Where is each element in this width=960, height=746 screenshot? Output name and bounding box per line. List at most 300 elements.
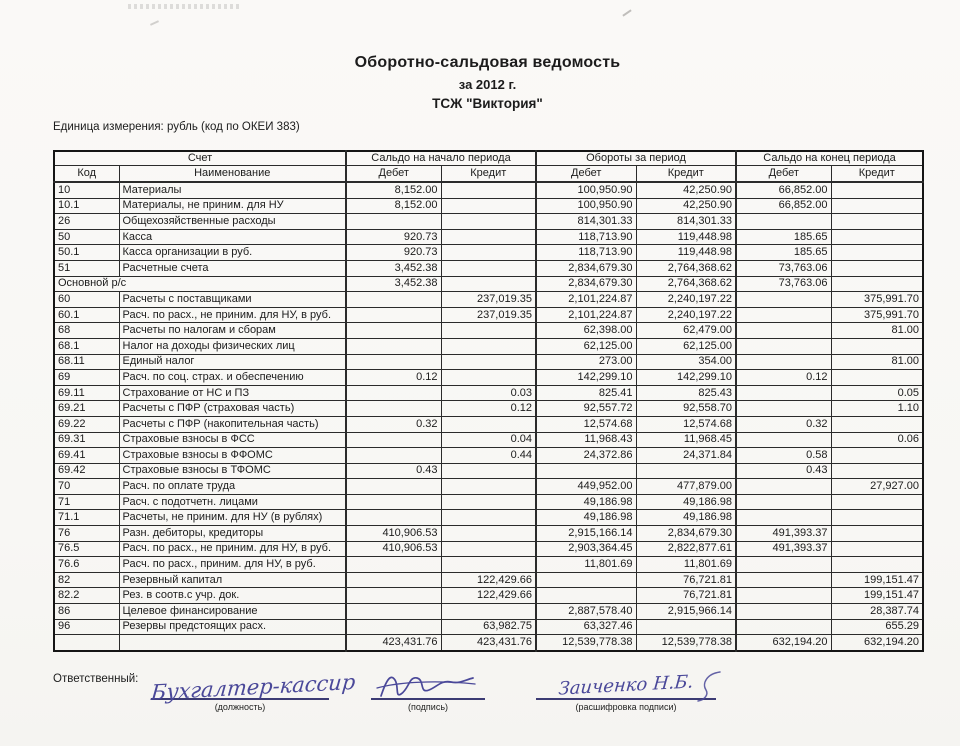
cell-opening-credit bbox=[441, 198, 536, 214]
cell-turnover-debit: 814,301.33 bbox=[536, 214, 636, 230]
cell-account-code: 10.1 bbox=[54, 198, 119, 214]
header-name: Наименование bbox=[119, 166, 346, 183]
cell-opening-credit bbox=[441, 276, 536, 292]
cell-turnover-credit: 2,764,368.62 bbox=[636, 260, 736, 276]
cell-turnover-credit: 49,186.98 bbox=[636, 510, 736, 526]
cell-account-name: Расч. по расх., не приним. для НУ, в руб. bbox=[119, 307, 346, 323]
signature-line bbox=[371, 662, 485, 700]
cell-closing-debit: 491,393.37 bbox=[736, 526, 831, 542]
table-row bbox=[54, 276, 923, 292]
cell-opening-debit: 0.32 bbox=[346, 416, 441, 432]
cell-account-name: Расчеты с ПФР (накопительная часть) bbox=[119, 416, 346, 432]
cell-closing-debit bbox=[736, 588, 831, 604]
handwritten-name: Заиченко Н.Б. bbox=[557, 671, 695, 700]
position-signature-block bbox=[150, 662, 357, 712]
cell-turnover-credit: 11,801.69 bbox=[636, 557, 736, 573]
cell-account-name: Расчетные счета bbox=[119, 260, 346, 276]
cell-account-code: 86 bbox=[54, 604, 119, 620]
cell-account-code: 76.6 bbox=[54, 557, 119, 573]
document-title: Оборотно-сальдовая ведомость bbox=[354, 54, 621, 71]
cell-opening-credit bbox=[441, 182, 536, 198]
cell-account-name: Резервы предстоящих расх. bbox=[119, 619, 346, 635]
table-row bbox=[54, 510, 923, 526]
cell-turnover-credit: 2,240,197.22 bbox=[636, 307, 736, 323]
header-opening-balance: Сальдо на начало периода bbox=[346, 151, 536, 166]
cell-turnover-debit: 2,834,679.30 bbox=[536, 260, 636, 276]
cell-turnover-credit: 2,240,197.22 bbox=[636, 292, 736, 308]
cell-turnover-credit: 76,721.81 bbox=[636, 588, 736, 604]
cell-account-code: 69 bbox=[54, 370, 119, 386]
cell-account-code: 69.42 bbox=[54, 463, 119, 479]
cell-closing-debit: 491,393.37 bbox=[736, 541, 831, 557]
cell-account-name: Страховые взносы в ФСС bbox=[119, 432, 346, 448]
cell-account-name: Расч. с подотчетн. лицами bbox=[119, 494, 346, 510]
name-signature-block bbox=[536, 662, 716, 712]
cell-opening-debit: 3,452.38 bbox=[346, 260, 441, 276]
cell-turnover-credit: 2,834,679.30 bbox=[636, 526, 736, 542]
cell-account-code: 69.11 bbox=[54, 385, 119, 401]
cell-turnover-credit: 825.43 bbox=[636, 385, 736, 401]
cell-closing-debit bbox=[736, 479, 831, 495]
cell-opening-debit bbox=[346, 385, 441, 401]
cell-closing-credit bbox=[831, 463, 923, 479]
table-row bbox=[54, 307, 923, 323]
cell-account-name: Расч. по расх., приним. для НУ, в руб. bbox=[119, 557, 346, 573]
table-row bbox=[54, 354, 923, 370]
table-row bbox=[54, 557, 923, 573]
cell-account-name: Материалы, не приним. для НУ bbox=[119, 198, 346, 214]
cell-closing-debit bbox=[736, 292, 831, 308]
cell-closing-credit bbox=[831, 510, 923, 526]
cell-turnover-debit: 11,968.43 bbox=[536, 432, 636, 448]
cell-closing-credit bbox=[831, 526, 923, 542]
header-turnover-debit: Дебет bbox=[536, 166, 636, 183]
cell-turnover-debit: 118,713.90 bbox=[536, 245, 636, 261]
cell-turnover-credit: 12,539,778.38 bbox=[636, 635, 736, 651]
cell-account-code: 68 bbox=[54, 323, 119, 339]
cell-opening-credit bbox=[441, 604, 536, 620]
cell-closing-debit: 0.32 bbox=[736, 416, 831, 432]
cell-opening-credit: 122,429.66 bbox=[441, 572, 536, 588]
cell-closing-credit bbox=[831, 557, 923, 573]
table-row bbox=[54, 619, 923, 635]
cell-closing-credit: 81.00 bbox=[831, 323, 923, 339]
cell-turnover-debit: 118,713.90 bbox=[536, 229, 636, 245]
cell-turnover-debit: 825.41 bbox=[536, 385, 636, 401]
cell-turnover-debit: 100,950.90 bbox=[536, 198, 636, 214]
scan-artifact bbox=[622, 9, 631, 16]
cell-closing-credit bbox=[831, 229, 923, 245]
position-caption: (должность) bbox=[214, 702, 266, 712]
cell-closing-credit bbox=[831, 198, 923, 214]
autograph-signature-block bbox=[371, 662, 485, 712]
cell-opening-credit bbox=[441, 323, 536, 339]
cell-account-name: Расч. по оплате труда bbox=[119, 479, 346, 495]
cell-turnover-debit: 2,915,166.14 bbox=[536, 526, 636, 542]
cell-account-name: Расчеты по налогам и сборам bbox=[119, 323, 346, 339]
cell-turnover-debit: 2,101,224.87 bbox=[536, 307, 636, 323]
table-row bbox=[54, 229, 923, 245]
cell-closing-debit bbox=[736, 494, 831, 510]
cell-opening-credit: 0.12 bbox=[441, 401, 536, 417]
cell-opening-debit: 8,152.00 bbox=[346, 182, 441, 198]
cell-turnover-credit: 354.00 bbox=[636, 354, 736, 370]
cell-account-code: 82.2 bbox=[54, 588, 119, 604]
cell-opening-debit: 410,906.53 bbox=[346, 526, 441, 542]
cell-opening-debit bbox=[346, 214, 441, 230]
header-closing-balance: Сальдо на конец периода bbox=[736, 151, 923, 166]
table-row bbox=[54, 338, 923, 354]
cell-closing-debit: 185.65 bbox=[736, 245, 831, 261]
cell-turnover-credit: 2,764,368.62 bbox=[636, 276, 736, 292]
cell-closing-credit: 655.29 bbox=[831, 619, 923, 635]
cell-turnover-credit: 24,371.84 bbox=[636, 448, 736, 464]
balance-sheet-table bbox=[53, 150, 924, 652]
cell-closing-credit bbox=[831, 260, 923, 276]
cell-opening-credit bbox=[441, 245, 536, 261]
cell-opening-debit bbox=[346, 323, 441, 339]
cell-closing-debit bbox=[736, 557, 831, 573]
cell-account-name: Налог на доходы физических лиц bbox=[119, 338, 346, 354]
cell-account-code: 10 bbox=[54, 182, 119, 198]
cell-account-name: Страхование от НС и ПЗ bbox=[119, 385, 346, 401]
cell-account-name: Материалы bbox=[119, 182, 346, 198]
cell-closing-credit: 199,151.47 bbox=[831, 572, 923, 588]
cell-closing-debit bbox=[736, 510, 831, 526]
table-row bbox=[54, 463, 923, 479]
cell-closing-debit: 185.65 bbox=[736, 229, 831, 245]
cell-account-name: Расчеты с ПФР (страховая часть) bbox=[119, 401, 346, 417]
cell-turnover-debit: 24,372.86 bbox=[536, 448, 636, 464]
cell-opening-debit bbox=[346, 479, 441, 495]
cell-turnover-debit: 62,398.00 bbox=[536, 323, 636, 339]
cell-closing-debit bbox=[736, 323, 831, 339]
cell-opening-credit: 237,019.35 bbox=[441, 292, 536, 308]
cell-account-code: 50.1 bbox=[54, 245, 119, 261]
cell-account-name: Целевое финансирование bbox=[119, 604, 346, 620]
name-caption: (расшифровка подписи) bbox=[575, 702, 677, 712]
table-row bbox=[54, 448, 923, 464]
table-row bbox=[54, 198, 923, 214]
cell-closing-debit bbox=[736, 214, 831, 230]
cell-turnover-debit: 49,186.98 bbox=[536, 510, 636, 526]
cell-account-name: Общехозяйственные расходы bbox=[119, 214, 346, 230]
cell-account-name: Расчеты с поставщиками bbox=[119, 292, 346, 308]
position-line bbox=[150, 662, 357, 705]
table-row bbox=[54, 370, 923, 386]
cell-closing-debit: 66,852.00 bbox=[736, 198, 831, 214]
cell-turnover-debit: 2,101,224.87 bbox=[536, 292, 636, 308]
cell-opening-credit: 63,982.75 bbox=[441, 619, 536, 635]
cell-account-code: 82 bbox=[54, 572, 119, 588]
cell-turnover-debit: 2,903,364.45 bbox=[536, 541, 636, 557]
cell-turnover-credit bbox=[636, 463, 736, 479]
cell-account-code: 69.41 bbox=[54, 448, 119, 464]
table-row bbox=[54, 572, 923, 588]
cell-account-code: 69.31 bbox=[54, 432, 119, 448]
cell-account-name: Касса организации в руб. bbox=[119, 245, 346, 261]
cell-opening-debit bbox=[346, 604, 441, 620]
cell-turnover-credit: 142,299.10 bbox=[636, 370, 736, 386]
cell-account-code: 71 bbox=[54, 494, 119, 510]
header-turnover: Обороты за период bbox=[536, 151, 736, 166]
cell-opening-credit: 237,019.35 bbox=[441, 307, 536, 323]
cell-closing-credit bbox=[831, 214, 923, 230]
header-account: Счет bbox=[54, 151, 346, 166]
cell-opening-credit: 0.03 bbox=[441, 385, 536, 401]
cell-turnover-credit: 2,915,966.14 bbox=[636, 604, 736, 620]
table-row bbox=[54, 541, 923, 557]
cell-turnover-credit: 42,250.90 bbox=[636, 182, 736, 198]
table-row bbox=[54, 416, 923, 432]
organization-name: ТСЖ "Виктория" bbox=[432, 96, 543, 111]
table-row bbox=[54, 588, 923, 604]
cell-turnover-credit: 11,968.45 bbox=[636, 432, 736, 448]
cell-closing-debit: 66,852.00 bbox=[736, 182, 831, 198]
cell-turnover-credit: 119,448.98 bbox=[636, 229, 736, 245]
cell-closing-credit: 28,387.74 bbox=[831, 604, 923, 620]
cell-closing-debit bbox=[736, 432, 831, 448]
cell-opening-credit bbox=[441, 370, 536, 386]
cell-turnover-credit: 119,448.98 bbox=[636, 245, 736, 261]
cell-opening-credit bbox=[441, 416, 536, 432]
cell-opening-credit: 0.44 bbox=[441, 448, 536, 464]
cell-account-code: 60 bbox=[54, 292, 119, 308]
cell-closing-credit: 0.05 bbox=[831, 385, 923, 401]
cell-account-name: Рез. в соотв.с учр. док. bbox=[119, 588, 346, 604]
cell-account-name: Резервный капитал bbox=[119, 572, 346, 588]
cell-opening-credit: 0.04 bbox=[441, 432, 536, 448]
cell-closing-credit: 632,194.20 bbox=[831, 635, 923, 651]
cell-turnover-credit: 49,186.98 bbox=[636, 494, 736, 510]
document-period: за 2012 г. bbox=[458, 77, 517, 92]
cell-turnover-debit: 2,887,578.40 bbox=[536, 604, 636, 620]
table-row bbox=[54, 604, 923, 620]
cell-closing-debit: 73,763.06 bbox=[736, 260, 831, 276]
cell-account-code: 69.22 bbox=[54, 416, 119, 432]
table-row bbox=[54, 323, 923, 339]
cell-opening-debit: 8,152.00 bbox=[346, 198, 441, 214]
table-row bbox=[54, 260, 923, 276]
cell-account-code bbox=[54, 635, 119, 651]
cell-turnover-credit: 62,479.00 bbox=[636, 323, 736, 339]
cell-opening-debit bbox=[346, 588, 441, 604]
cell-opening-debit bbox=[346, 292, 441, 308]
table-total-row bbox=[54, 635, 923, 651]
cell-closing-credit: 27,927.00 bbox=[831, 479, 923, 495]
cell-closing-credit: 375,991.70 bbox=[831, 307, 923, 323]
cell-opening-debit bbox=[346, 572, 441, 588]
cell-opening-debit: 3,452.38 bbox=[346, 276, 441, 292]
cell-turnover-credit bbox=[636, 619, 736, 635]
pen-stroke-artifact bbox=[696, 670, 724, 704]
cell-opening-debit bbox=[346, 510, 441, 526]
cell-closing-debit bbox=[736, 385, 831, 401]
cell-turnover-debit: 12,574.68 bbox=[536, 416, 636, 432]
cell-turnover-debit: 100,950.90 bbox=[536, 182, 636, 198]
cell-account-name: Расчеты, не приним. для НУ (в рублях) bbox=[119, 510, 346, 526]
cell-account-code: 70 bbox=[54, 479, 119, 495]
cell-account-name: Расч. по соц. страх. и обеспечению bbox=[119, 370, 346, 386]
table-row bbox=[54, 245, 923, 261]
name-line bbox=[536, 662, 716, 700]
cell-opening-debit bbox=[346, 354, 441, 370]
cell-account-code: 76.5 bbox=[54, 541, 119, 557]
responsible-label: Ответственный: bbox=[53, 673, 139, 685]
cell-opening-debit: 920.73 bbox=[346, 245, 441, 261]
cell-closing-credit bbox=[831, 370, 923, 386]
cell-opening-credit bbox=[441, 479, 536, 495]
cell-opening-debit: 410,906.53 bbox=[346, 541, 441, 557]
cell-turnover-debit: 49,186.98 bbox=[536, 494, 636, 510]
cell-turnover-credit: 12,574.68 bbox=[636, 416, 736, 432]
cell-opening-credit bbox=[441, 510, 536, 526]
table-row bbox=[54, 479, 923, 495]
cell-account-name: Основной р/с bbox=[54, 276, 346, 292]
cell-account-code: 76 bbox=[54, 526, 119, 542]
header-code: Код bbox=[54, 166, 119, 183]
document-header bbox=[53, 54, 922, 111]
cell-turnover-debit bbox=[536, 463, 636, 479]
cell-turnover-debit bbox=[536, 572, 636, 588]
table-row bbox=[54, 526, 923, 542]
cell-opening-credit: 122,429.66 bbox=[441, 588, 536, 604]
cell-account-code: 50 bbox=[54, 229, 119, 245]
cell-turnover-debit: 273.00 bbox=[536, 354, 636, 370]
header-turnover-credit: Кредит bbox=[636, 166, 736, 183]
cell-opening-debit bbox=[346, 401, 441, 417]
header-closing-credit: Кредит bbox=[831, 166, 923, 183]
cell-closing-debit: 0.58 bbox=[736, 448, 831, 464]
cell-closing-debit bbox=[736, 604, 831, 620]
cell-turnover-credit: 42,250.90 bbox=[636, 198, 736, 214]
cell-closing-debit bbox=[736, 572, 831, 588]
cell-opening-debit bbox=[346, 432, 441, 448]
cell-opening-credit bbox=[441, 338, 536, 354]
header-opening-credit: Кредит bbox=[441, 166, 536, 183]
table-row bbox=[54, 214, 923, 230]
cell-account-name bbox=[119, 635, 346, 651]
cell-closing-debit bbox=[736, 401, 831, 417]
cell-closing-credit bbox=[831, 182, 923, 198]
cell-opening-credit bbox=[441, 557, 536, 573]
cell-opening-credit bbox=[441, 214, 536, 230]
cell-opening-debit: 920.73 bbox=[346, 229, 441, 245]
cell-account-code: 51 bbox=[54, 260, 119, 276]
cell-turnover-debit bbox=[536, 588, 636, 604]
cell-account-name: Страховые взносы в ФФОМС bbox=[119, 448, 346, 464]
cell-opening-debit bbox=[346, 494, 441, 510]
cell-turnover-credit: 2,822,877.61 bbox=[636, 541, 736, 557]
cell-closing-credit: 375,991.70 bbox=[831, 292, 923, 308]
table-row bbox=[54, 182, 923, 198]
cell-opening-credit: 423,431.76 bbox=[441, 635, 536, 651]
cell-account-code: 68.1 bbox=[54, 338, 119, 354]
cell-opening-debit bbox=[346, 307, 441, 323]
scan-artifact bbox=[150, 20, 159, 26]
cell-turnover-credit: 814,301.33 bbox=[636, 214, 736, 230]
table-row bbox=[54, 432, 923, 448]
cell-opening-debit bbox=[346, 448, 441, 464]
cell-opening-debit: 0.12 bbox=[346, 370, 441, 386]
cell-closing-credit bbox=[831, 541, 923, 557]
cell-account-code: 68.11 bbox=[54, 354, 119, 370]
cell-turnover-debit: 142,299.10 bbox=[536, 370, 636, 386]
cell-closing-credit bbox=[831, 338, 923, 354]
cell-opening-credit bbox=[441, 260, 536, 276]
cell-closing-credit: 0.06 bbox=[831, 432, 923, 448]
cell-closing-credit: 1.10 bbox=[831, 401, 923, 417]
cell-opening-debit bbox=[346, 338, 441, 354]
cell-turnover-debit: 62,125.00 bbox=[536, 338, 636, 354]
cell-account-name: Страховые взносы в ТФОМС bbox=[119, 463, 346, 479]
cell-turnover-debit: 63,327.46 bbox=[536, 619, 636, 635]
cell-opening-credit bbox=[441, 541, 536, 557]
cell-account-name: Расч. по расх., не приним. для НУ, в руб. bbox=[119, 541, 346, 557]
table-header-groups bbox=[54, 151, 923, 166]
handwritten-position: Бухгалтер-кассир bbox=[150, 669, 357, 705]
table-row bbox=[54, 385, 923, 401]
cell-opening-debit: 423,431.76 bbox=[346, 635, 441, 651]
cell-account-code: 96 bbox=[54, 619, 119, 635]
cell-closing-credit bbox=[831, 494, 923, 510]
cell-opening-debit: 0.43 bbox=[346, 463, 441, 479]
cell-opening-credit bbox=[441, 354, 536, 370]
cell-turnover-debit: 12,539,778.38 bbox=[536, 635, 636, 651]
cell-turnover-debit: 92,557.72 bbox=[536, 401, 636, 417]
header-opening-debit: Дебет bbox=[346, 166, 441, 183]
cell-closing-debit: 0.12 bbox=[736, 370, 831, 386]
scan-artifact bbox=[128, 4, 240, 9]
cell-turnover-debit: 11,801.69 bbox=[536, 557, 636, 573]
table-body bbox=[54, 182, 923, 651]
signature-area bbox=[53, 662, 922, 732]
table-row bbox=[54, 401, 923, 417]
cell-closing-credit: 81.00 bbox=[831, 354, 923, 370]
cell-opening-credit bbox=[441, 463, 536, 479]
cell-closing-credit: 199,151.47 bbox=[831, 588, 923, 604]
cell-closing-debit bbox=[736, 338, 831, 354]
cell-account-code: 69.21 bbox=[54, 401, 119, 417]
cell-closing-debit bbox=[736, 354, 831, 370]
cell-closing-debit: 0.43 bbox=[736, 463, 831, 479]
unit-of-measure-line: Единица измерения: рубль (код по ОКЕИ 383) bbox=[53, 121, 300, 133]
table-row bbox=[54, 292, 923, 308]
signature-caption: (подпись) bbox=[407, 702, 449, 712]
cell-turnover-credit: 477,879.00 bbox=[636, 479, 736, 495]
cell-closing-credit bbox=[831, 276, 923, 292]
cell-opening-credit bbox=[441, 526, 536, 542]
cell-turnover-credit: 62,125.00 bbox=[636, 338, 736, 354]
cell-closing-debit: 632,194.20 bbox=[736, 635, 831, 651]
cell-opening-debit bbox=[346, 619, 441, 635]
cell-account-name: Единый налог bbox=[119, 354, 346, 370]
cell-closing-debit: 73,763.06 bbox=[736, 276, 831, 292]
cell-closing-credit bbox=[831, 448, 923, 464]
cell-account-code: 60.1 bbox=[54, 307, 119, 323]
cell-closing-debit bbox=[736, 619, 831, 635]
signature-scribble bbox=[375, 670, 479, 702]
cell-closing-credit bbox=[831, 245, 923, 261]
table-header-columns bbox=[54, 166, 923, 183]
cell-opening-credit bbox=[441, 494, 536, 510]
cell-turnover-credit: 76,721.81 bbox=[636, 572, 736, 588]
cell-closing-credit bbox=[831, 416, 923, 432]
cell-opening-debit bbox=[346, 557, 441, 573]
cell-closing-debit bbox=[736, 307, 831, 323]
cell-turnover-credit: 92,558.70 bbox=[636, 401, 736, 417]
cell-opening-credit bbox=[441, 229, 536, 245]
